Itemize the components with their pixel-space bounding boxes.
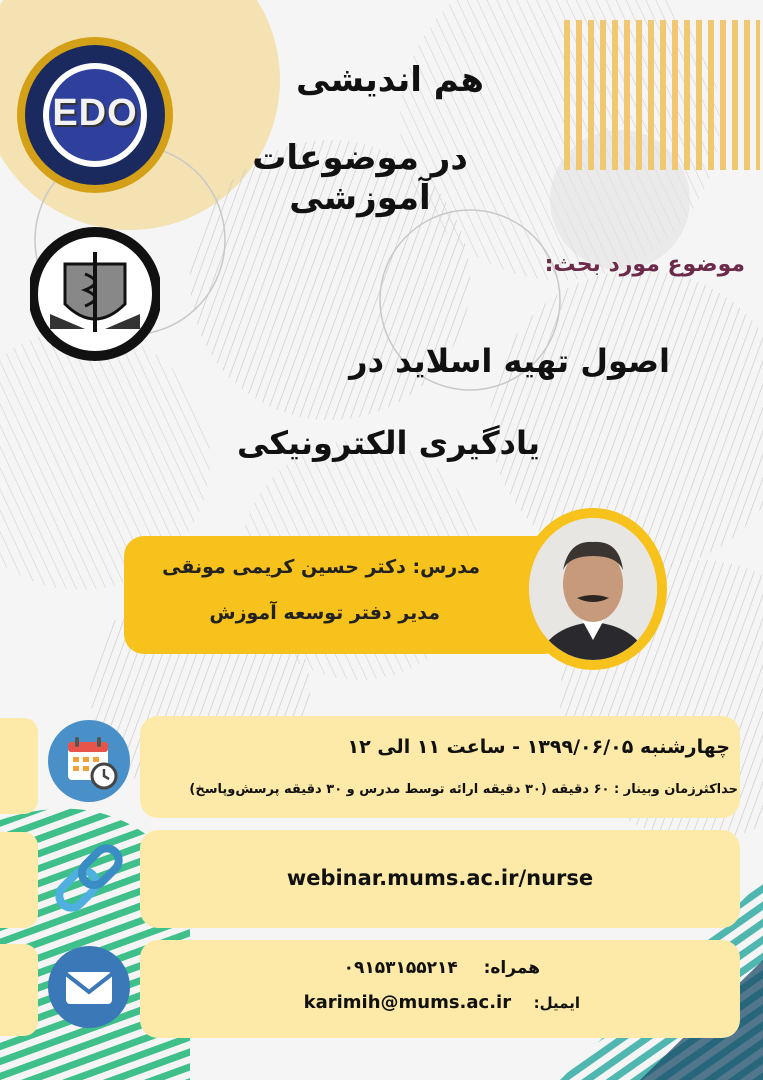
presenter-card [124, 536, 564, 654]
contact-mobile [240, 958, 540, 978]
presenter-position: مدیر دفتر توسعه آموزش [209, 602, 440, 624]
contact-email [240, 992, 580, 1013]
webinar-date-time: چهارشنبه ۱۳۹۹/۰۶/۰۵ - ساعت ۱۱ الی ۱۲ [347, 736, 730, 758]
calendar-clock-icon [48, 720, 130, 802]
webinar-duration: حداکثرزمان وبینار : ۶۰ دقیقه (۳۰ دقیقه ارائه توسط مدرس و ۳۰ دقیقه پرسش‌وپاسخ) [189, 782, 738, 797]
email-address[interactable]: karimih@mums.ac.ir [303, 992, 512, 1013]
edo-logo-text: EDO [52, 92, 138, 134]
envelope-icon [48, 946, 130, 1028]
topic-title-line1: اصول تهیه اسلاید در [349, 342, 670, 380]
header-title-line1: هم اندیشی [296, 60, 484, 100]
contact-box [140, 940, 740, 1038]
header-title-line2: در موضوعات آموزشی [252, 138, 468, 218]
virtual-education-unit-logo [30, 224, 160, 364]
topic-title-line2: یادگیری الکترونیکی [236, 424, 540, 462]
schedule-side-tab [0, 718, 38, 814]
topic-label: موضوع مورد بحث: [544, 252, 745, 277]
chain-link-icon [44, 836, 134, 920]
edo-logo [12, 30, 178, 200]
mobile-number[interactable]: ۰۹۱۵۳۱۵۵۲۱۴ [343, 958, 458, 978]
contact-side-tab [0, 944, 38, 1036]
email-label: ایمیل: [533, 994, 580, 1012]
presenter-photo [519, 508, 667, 670]
schedule-box [140, 716, 740, 818]
link-side-tab [0, 832, 38, 928]
presenter-name: مدرس: دکتر حسین کریمی مونقی [162, 556, 480, 578]
webinar-link[interactable]: webinar.mums.ac.ir/nurse [286, 866, 594, 890]
mobile-label: همراه: [483, 958, 540, 978]
